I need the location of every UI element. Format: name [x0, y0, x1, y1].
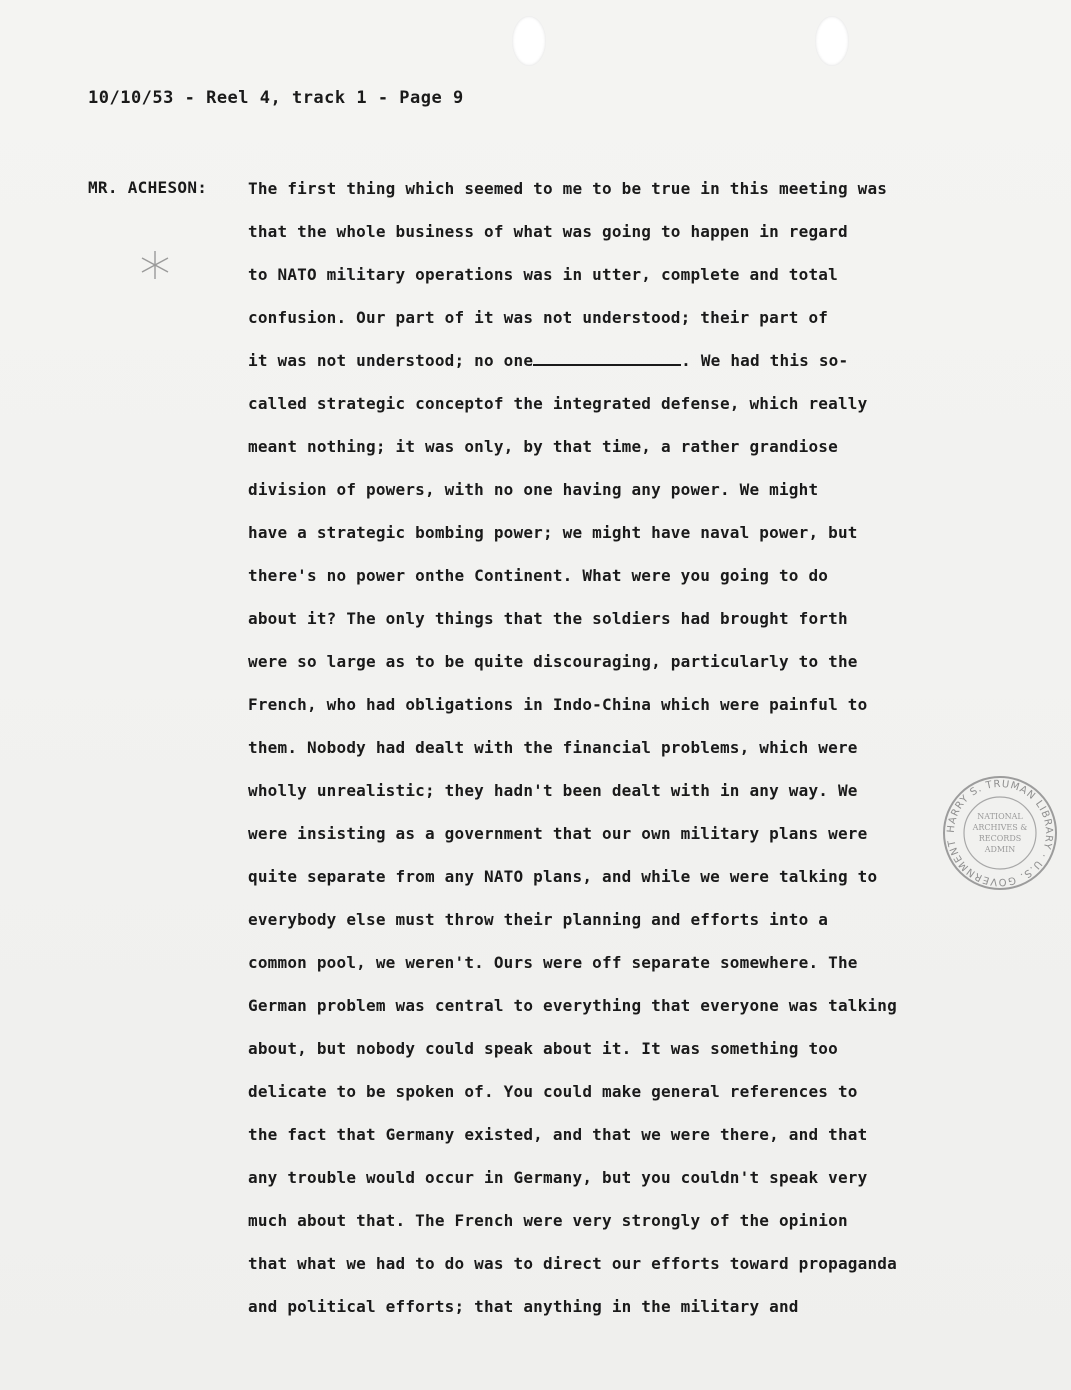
- body-line-with-blank: [248, 350, 963, 393]
- punch-hole-left: [512, 16, 546, 66]
- body-line: have a strategic bombing power; we might have naval power, but: [248, 523, 858, 542]
- body-line: and political efforts; that anything in the military and: [248, 1297, 799, 1316]
- body-line: the fact that Germany existed, and that we were there, and that: [248, 1125, 868, 1144]
- body-line: to NATO military operations was in utter, complete and total: [248, 265, 838, 284]
- body-line: common pool, we weren't. Ours were off separate somewhere. The: [248, 953, 858, 972]
- body-line: German problem was central to everything that everyone was talking: [248, 996, 897, 1015]
- body-line: were insisting as a government that our own military plans were: [248, 824, 868, 843]
- body-line: wholly unrealistic; they hadn't been dealt with in any way. We: [248, 781, 858, 800]
- body-line: The first thing which seemed to me to be true in this meeting was: [248, 179, 888, 198]
- page-header: 10/10/53 - Reel 4, track 1 - Page 9: [88, 88, 464, 108]
- body-line: meant nothing; it was only, by that time, a rather grandiose: [248, 437, 838, 456]
- body-line: quite separate from any NATO plans, and while we were talking to: [248, 867, 878, 886]
- body-line: that what we had to do was to direct our efforts toward propaganda: [248, 1254, 897, 1273]
- stamp-outer-text: HARRY S. TRUMAN LIBRARY · U.S. GOVERNMENT: [945, 778, 1055, 888]
- asterisk-mark: [138, 248, 172, 282]
- body-line: French, who had obligations in Indo-China which were painful to: [248, 695, 868, 714]
- stamp-inner-line: ARCHIVES &: [972, 823, 1028, 832]
- body-line: them. Nobody had dealt with the financial problems, which were: [248, 738, 858, 757]
- blank-underline: [533, 350, 681, 366]
- stamp-inner-line: NATIONAL: [977, 812, 1023, 821]
- body-line: much about that. The French were very strongly of the opinion: [248, 1211, 848, 1230]
- body-line: any trouble would occur in Germany, but you couldn't speak very: [248, 1168, 868, 1187]
- punch-hole-right: [815, 16, 849, 66]
- body-line: were so large as to be quite discouraging, particularly to the: [248, 652, 858, 671]
- stamp-inner-line: ADMIN: [984, 845, 1016, 854]
- body-line: that the whole business of what was going to happen in regard: [248, 222, 848, 241]
- body-line-head: it was not understood; no one: [248, 351, 534, 370]
- body-line: there's no power onthe Continent. What were you going to do: [248, 566, 829, 585]
- body-line: about it? The only things that the soldiers had brought forth: [248, 609, 848, 628]
- body-line: division of powers, with no one having any power. We might: [248, 480, 819, 499]
- body-line: about, but nobody could speak about it. It was something too: [248, 1039, 838, 1058]
- body-line: everybody else must throw their planning and efforts into a: [248, 910, 829, 929]
- archive-stamp: [940, 773, 1060, 893]
- speaker-label: MR. ACHESON:: [88, 178, 208, 197]
- body-line: delicate to be spoken of. You could make general references to: [248, 1082, 858, 1101]
- body-line: confusion. Our part of it was not understood; their part of: [248, 308, 829, 327]
- stamp-inner-line: RECORDS: [978, 834, 1022, 843]
- body-line-tail: . We had this so-: [681, 351, 849, 370]
- transcript-body: [248, 178, 963, 1339]
- body-line: called strategic conceptof the integrated defense, which really: [248, 394, 868, 413]
- svg-text:HARRY S. TRUMAN LIBRARY · U.S.: [946, 779, 1054, 887]
